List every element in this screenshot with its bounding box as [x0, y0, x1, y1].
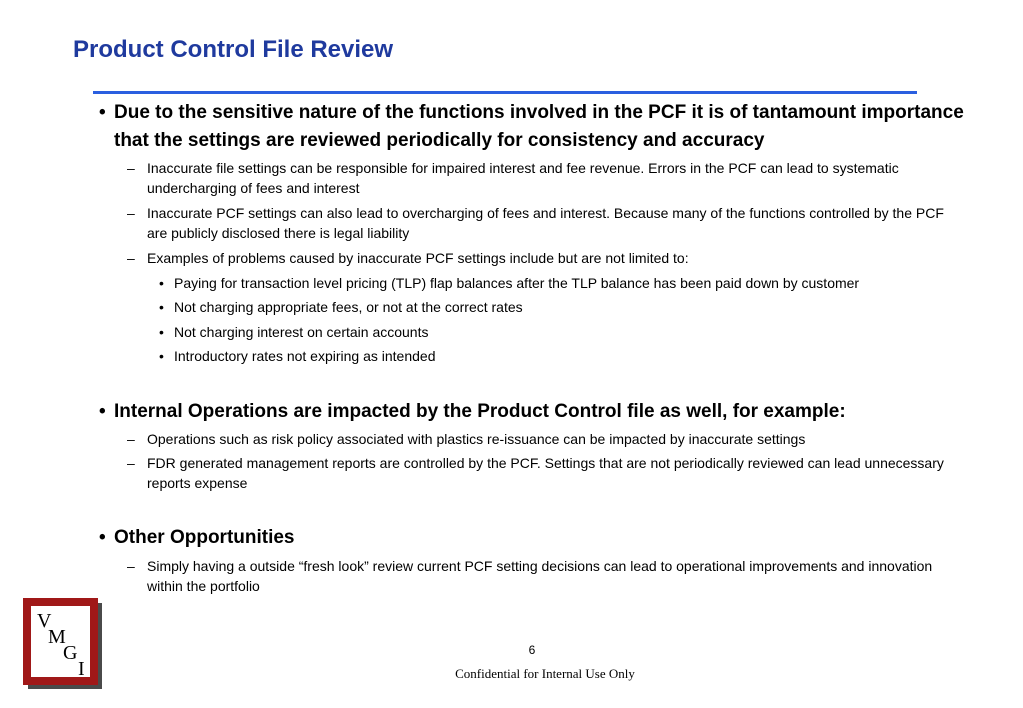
bullet-internal-operations [99, 398, 969, 426]
example-item [159, 297, 959, 317]
sub-bullet-text: Simply having a outside “fresh look” review current PCF setting decisions can lead to operational improvements and innovation within the portfolio [147, 558, 933, 594]
bullet-sensitive-nature [99, 99, 969, 155]
bullet-dot: • [159, 324, 164, 340]
page-number: 6 [528, 643, 536, 657]
sub-bullet [127, 158, 957, 198]
logo-letter: M [48, 626, 66, 648]
sub-bullet [127, 203, 957, 243]
vmgi-logo [23, 598, 103, 690]
sub-bullet [127, 429, 957, 449]
example-item [159, 346, 959, 366]
dash-marker: – [127, 431, 135, 447]
example-text: Not charging interest on certain accounts [174, 324, 429, 340]
sub-bullet-text: Operations such as risk policy associated with plastics re-issuance can be impacted by inaccurate settings [147, 431, 806, 447]
bullet-dot: • [159, 348, 164, 364]
dash-marker: – [127, 160, 135, 176]
example-item [159, 322, 959, 342]
sub-bullet [127, 453, 957, 493]
bullet-text: Other Opportunities [114, 527, 295, 548]
sub-bullet [127, 248, 957, 268]
dash-marker: – [127, 558, 135, 574]
sub-bullet [127, 556, 957, 596]
example-item [159, 273, 959, 293]
bullet-text: Internal Operations are impacted by the Product Control file as well, for example: [114, 401, 846, 422]
bullet-text: Due to the sensitive nature of the functions involved in the PCF it is of tantamount importance that the settings are reviewed periodically for consistency and accuracy [114, 102, 964, 151]
bullet-dot: • [99, 102, 106, 123]
logo-letter: G [63, 642, 78, 664]
sub-bullet-text: FDR generated management reports are controlled by the PCF. Settings that are not periodically reviewed can lead unnecessary reports expense [147, 455, 944, 491]
sub-bullet-text: Inaccurate file settings can be responsible for impaired interest and fee revenue. Errors in the PCF can lead to systematic undercharging of fees and interest [147, 160, 899, 196]
bullet-dot: • [159, 275, 164, 291]
bullet-other-opportunities [99, 524, 969, 552]
dash-marker: – [127, 250, 135, 266]
bullet-dot: • [159, 299, 164, 315]
title-underline [93, 91, 917, 94]
bullet-dot: • [99, 527, 106, 548]
logo-letter: I [78, 658, 85, 680]
dash-marker: – [127, 205, 135, 221]
dash-marker: – [127, 455, 135, 471]
logo-letter: V [37, 610, 52, 632]
example-text: Paying for transaction level pricing (TLP) flap balances after the TLP balance has been paid down by customer [174, 275, 860, 291]
slide-title: Product Control File Review [73, 36, 394, 63]
example-text: Introductory rates not expiring as intended [174, 348, 436, 364]
confidential-footer: Confidential for Internal Use Only [455, 666, 635, 681]
sub-bullet-text: Inaccurate PCF settings can also lead to overcharging of fees and interest. Because many of the functions controlled by the PCF are publicly disclosed there is legal liability [147, 205, 944, 241]
sub-bullet-text: Examples of problems caused by inaccurate PCF settings include but are not limited to: [147, 250, 689, 266]
bullet-dot: • [99, 401, 106, 422]
example-text: Not charging appropriate fees, or not at the correct rates [174, 299, 523, 315]
